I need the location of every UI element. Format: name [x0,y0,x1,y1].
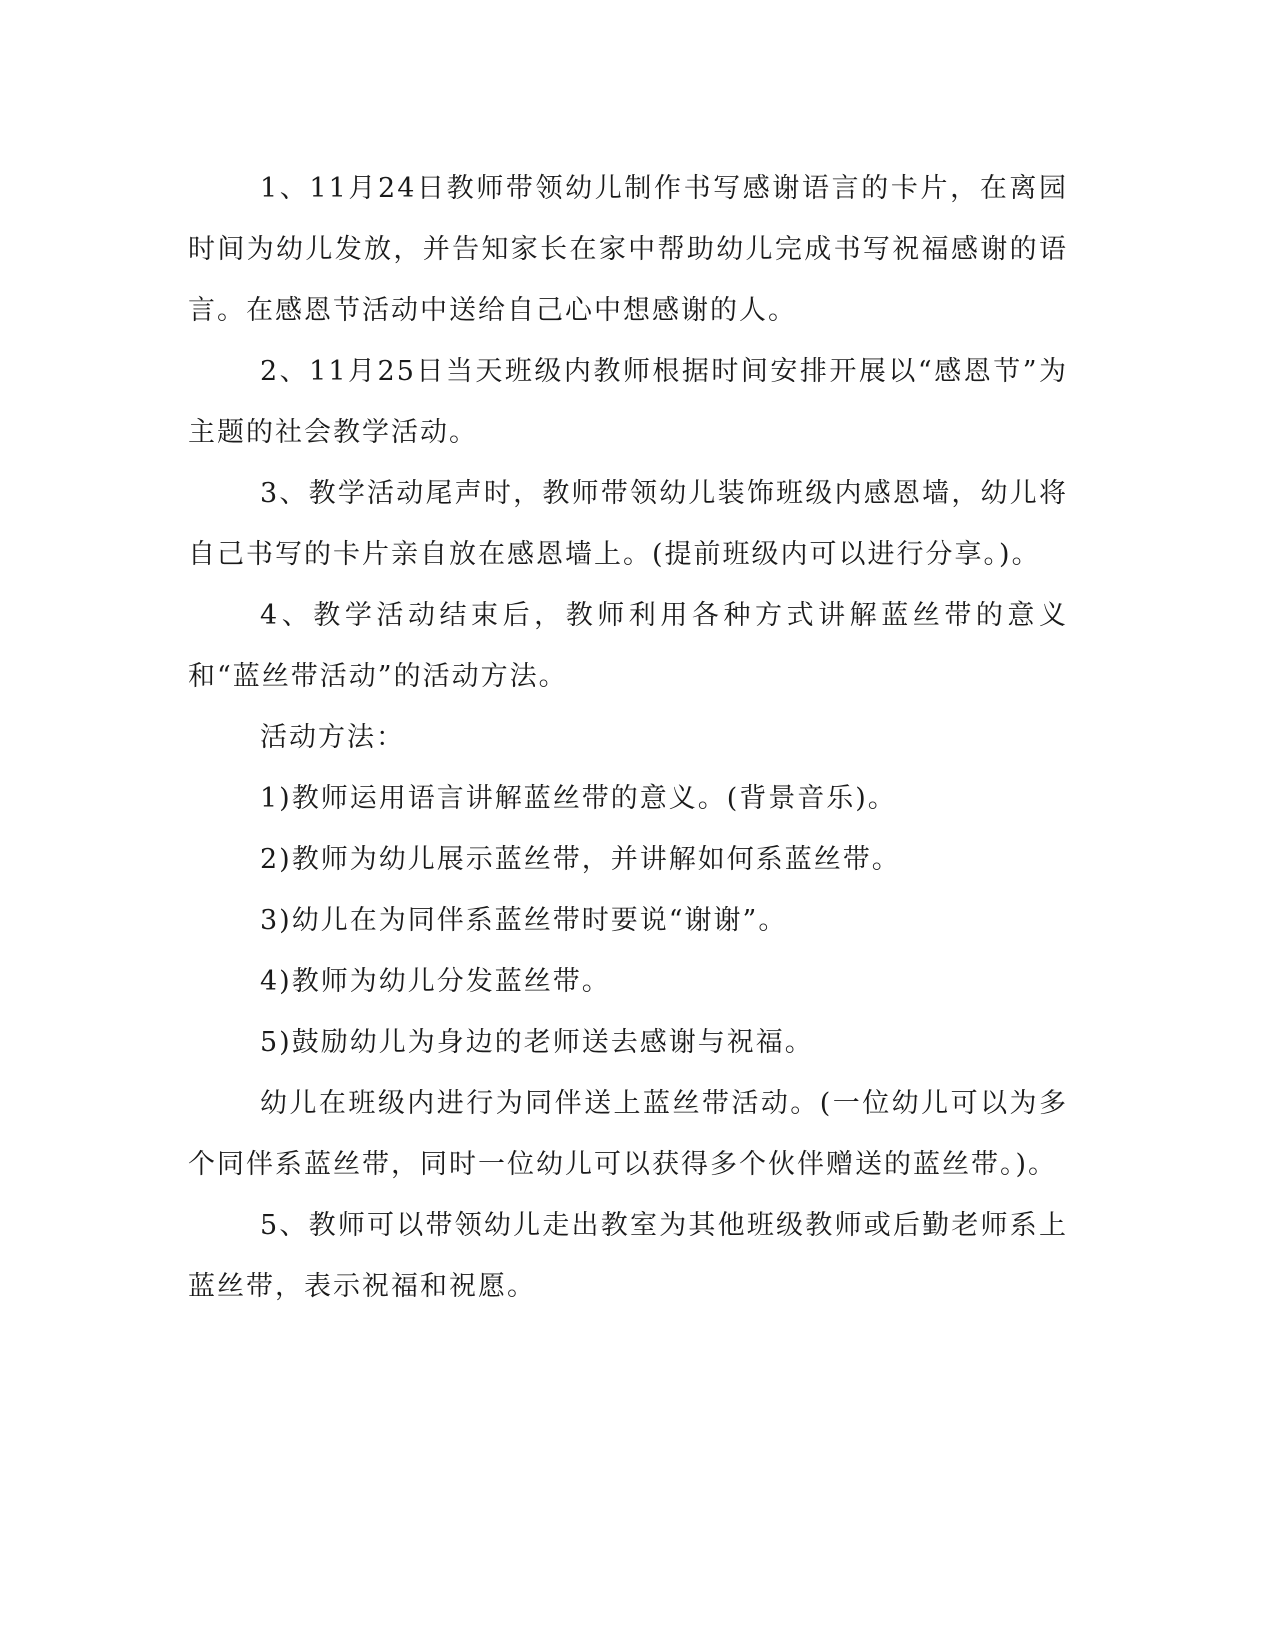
method-heading: 活动方法： [260,722,405,753]
method-item-2: 2)教师为幼儿展示蓝丝带，并讲解如何系蓝丝带。 [260,844,901,875]
paragraph-peer-activity: 幼儿在班级内进行为同伴送上蓝丝带活动。(一位幼儿可以为多个同伴系蓝丝带，同时一位幼儿可以获得多个伙伴赠送的蓝丝带。)。 [188,1088,1068,1180]
paragraph-step-4: 4、教学活动结束后，教师利用各种方式讲解蓝丝带的意义和“蓝丝带活动”的活动方法。 [188,600,1068,692]
method-item-4: 4)教师为幼儿分发蓝丝带。 [260,966,611,997]
paragraph-step-1: 1、11月24日教师带领幼儿制作书写感谢语言的卡片，在离园时间为幼儿发放，并告知家长在家中帮助幼儿完成书写祝福感谢的语言。在感恩节活动中送给自己心中想感谢的人。 [188,173,1068,326]
document-body [188,158,1068,1317]
paragraph-step-5: 5、教师可以带领幼儿走出教室为其他班级教师或后勤老师系上蓝丝带，表示祝福和祝愿。 [188,1210,1068,1302]
method-item-3: 3)幼儿在为同伴系蓝丝带时要说“谢谢”。 [260,905,788,936]
paragraph-step-2: 2、11月25日当天班级内教师根据时间安排开展以“感恩节”为主题的社会教学活动。 [188,356,1068,448]
method-item-1: 1)教师运用语言讲解蓝丝带的意义。(背景音乐)。 [260,783,897,814]
paragraph-step-3: 3、教学活动尾声时，教师带领幼儿装饰班级内感恩墙，幼儿将自己书写的卡片亲自放在感恩墙上。(提前班级内可以进行分享。)。 [188,478,1068,570]
method-item-5: 5)鼓励幼儿为身边的老师送去感谢与祝福。 [260,1027,814,1058]
